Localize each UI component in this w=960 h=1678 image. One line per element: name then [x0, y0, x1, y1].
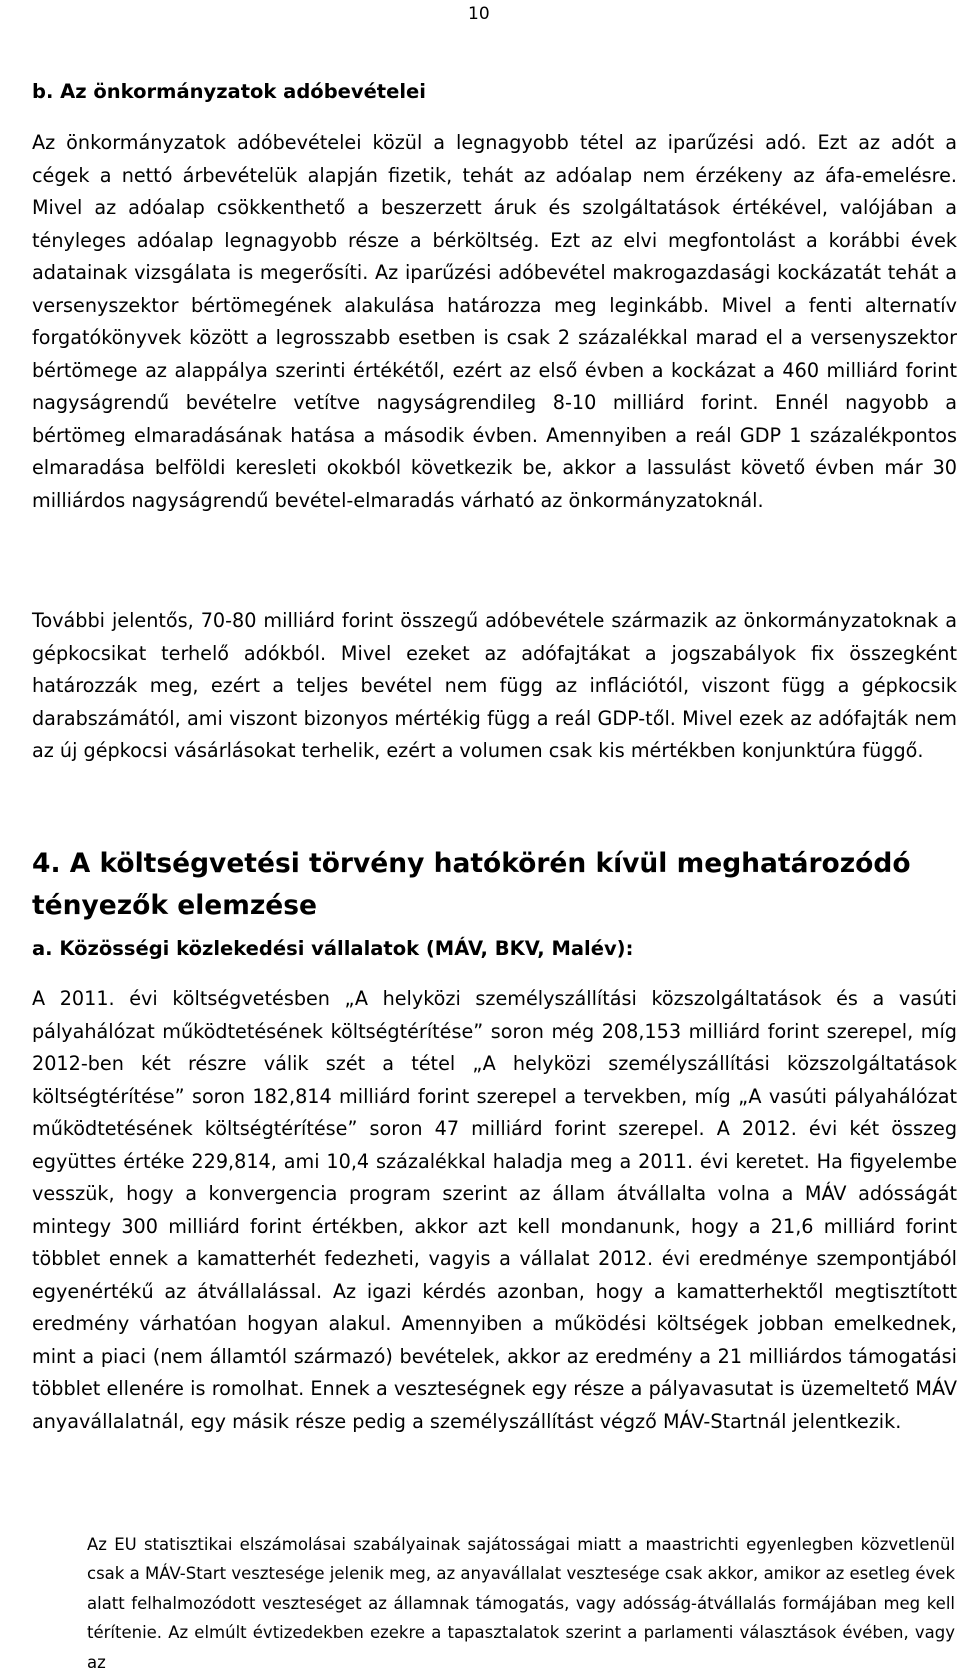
sub-heading: a. Közösségi közlekedési vállalatok (MÁV, BKV, Malév): [32, 937, 634, 960]
page-number: 10 [468, 4, 490, 24]
chapter-heading: 4. A költségvetési törvény hatókörén kívül meghatározódó tényezők elemzése [32, 848, 911, 921]
body-paragraph: Az önkormányzatok adóbevételei közül a legnagyobb tétel az iparűzési adó. Ezt az adót a cégek a nettó árbevételük alapján fizetik, tehát az adóalap nem érzékeny az áfa-emelésre. Mivel az adóalap csökkenthető a beszerzett áruk és szolgáltatások értékével, valójában a tényleges adóalap legnagyobb része a bérköltség. Ezt az elvi megfontolást a korábbi évek adatainak vizsgálata is megerősíti. Az iparűzési adóbevétel makrogazdasági kockázatát tehát a versenyszektor bértömegének alakulása határozza meg leginkább. Mivel a fenti alternatív forgatókönyvek között a legrosszabb esetben is csak 2 százalékkal marad el a versenyszektor bértömege az alappálya szerinti értékétől, ezért az első évben a kockázat a 460 milliárd forint nagyságrendű bevételre vetítve nagyságrendileg 8-10 milliárd forint. Ennél nagyobb a bértömeg elmaradásának hatása a második évben. Amennyiben a reál GDP 1 százalékpontos elmaradása belföldi keresleti okokból következik be, akkor a lassulást követő évben már 30 milliárdos nagyságrendű bevétel-elmaradás várható az önkormányzatoknál. [32, 131, 957, 512]
body-paragraph: További jelentős, 70-80 milliárd forint összegű adóbevétele származik az önkormányzatoknak a gépkocsikat terhelő adókból. Mivel ezeket az adófajtákat a jogszabályok fix összegként határozzák meg, ezért a teljes bevétel nem függ az inflációtól, viszont függ a gépkocsik darabszámától, ami viszont bizonyos mértékig függ a reál GDP-től. Mivel ezek az adófajták nem az új gépkocsi vásárlásokat terhelik, ezért a volumen csak kis mértékben konjunktúra függő. [32, 609, 957, 762]
section-heading: b. Az önkormányzatok adóbevételei [32, 80, 426, 103]
footnote-text: Az EU statisztikai elszámolásai szabályainak sajátosságai miatt a maastrichti egyenlegben közvetlenül csak a MÁV-Start vesztesége jelenik meg, az anyavállalat vesztesége csak akkor, amikor az esetleg évek alatt felhalmozódott veszteséget az államnak támogatás, vagy adósság-átvállalás formájában meg kell térítenie. Az elmúlt évtizedekben ezekre a tapasztalatok szerint a parlamenti választások évében, vagy az [87, 1535, 955, 1672]
body-paragraph: A 2011. évi költségvetésben „A helyközi személyszállítási közszolgáltatások és a vasúti pályahálózat működtetésének költségtérítése” soron még 208,153 milliárd forint szerepel, míg 2012-ben két részre válik szét a tétel „A helyközi személyszállítási közszolgáltatások költségtérítése” soron 182,814 milliárd forint szerepel a tervekben, míg „A vasúti pályahálózat működtetésének költségtérítése” soron 47 milliárd forint szerepel. A 2012. évi két összeg együttes értéke 229,814, ami 10,4 százalékkal haladja meg a 2011. évi keretet. Ha figyelembe vesszük, hogy a konvergencia program szerint az állam átvállalta volna a MÁV adósságát mintegy 300 milliárd forint értékben, akkor azt kell mondanunk, hogy a 21,6 milliárd forint többlet ennek a kamatterhét fedezheti, vagyis a vállalat 2012. évi eredménye szempontjából egyenértékű az átvállalással. Az igazi kérdés azonban, hogy a kamatterhektől megtisztított eredmény várhatóan hogyan alakul. Amennyiben a működési költségek jobban emelkednek, mint a piaci (nem államtól származó) bevételek, akkor az eredmény a 21 milliárdos támogatási többlet ellenére is romolhat. Ennek a veszteségnek egy része a pályavasutat is üzemeltető MÁV anyavállalatnál, egy másik része pedig a személyszállítást végző MÁV-Startnál jelentkezik. [32, 987, 957, 1433]
